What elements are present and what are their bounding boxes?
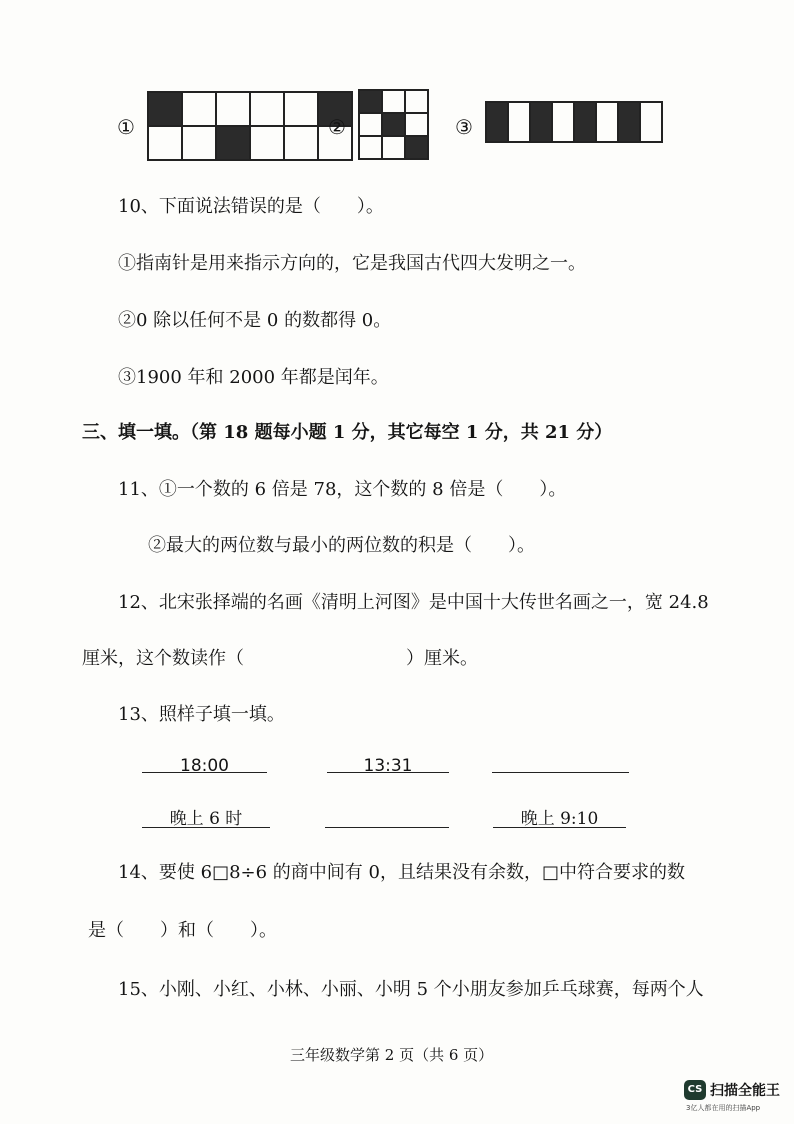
shaded-cell (405, 136, 428, 159)
grid-figure-1 (147, 91, 353, 161)
scanner-brand: 扫描全能王 (710, 1083, 780, 1099)
shaded-cell (574, 102, 596, 142)
section-3-heading: 三、填一填。（第 18 题每小题 1 分，其它每空 1 分，共 21 分） (82, 422, 613, 443)
empty-cell (552, 102, 574, 142)
question-10-option-2: ②0 除以任何不是 0 的数都得 0。 (118, 310, 392, 331)
shaded-cell (359, 90, 382, 113)
shaded-cell (618, 102, 640, 142)
empty-cell (359, 136, 382, 159)
time-example-1: 18:00 (180, 756, 229, 776)
empty-cell (250, 126, 284, 160)
empty-cell (405, 90, 428, 113)
question-11-part-1: 11、①一个数的 6 倍是 78，这个数的 8 倍是（ ）。 (118, 479, 567, 500)
question-12-line-1: 12、北宋张择端的名画《清明上河图》是中国十大传世名画之一，宽 24.8 (118, 592, 709, 613)
scanner-logo-icon: CS (684, 1080, 706, 1100)
shaded-cell (530, 102, 552, 142)
question-12-line-2: 厘米，这个数读作（ ）厘米。 (82, 648, 478, 669)
empty-cell (182, 126, 216, 160)
empty-cell (284, 126, 318, 160)
question-15-line-1: 15、小刚、小红、小林、小丽、小明 5 个小朋友参加乒乓球赛，每两个人 (118, 979, 704, 1000)
answer-line (142, 827, 270, 828)
shaded-cell (486, 102, 508, 142)
answer-line (327, 772, 449, 773)
empty-cell (405, 113, 428, 136)
answer-line (492, 772, 629, 773)
question-10-option-1: ①指南针是用来指示方向的，它是我国古代四大发明之一。 (118, 253, 586, 274)
figure-label-1: ① (117, 115, 135, 139)
answer-line (493, 827, 626, 828)
empty-cell (508, 102, 530, 142)
grid-figure-3 (485, 101, 663, 143)
question-10-option-3: ③1900 年和 2000 年都是闰年。 (118, 367, 389, 388)
empty-cell (284, 92, 318, 126)
question-10-title: 10、下面说法错误的是（ ）。 (118, 196, 384, 217)
empty-cell (182, 92, 216, 126)
figure-label-2: ② (328, 115, 346, 139)
question-14-line-2: 是（ ）和（ ）。 (88, 920, 277, 941)
page-footer: 三年级数学第 2 页（共 6 页） (290, 1046, 494, 1064)
empty-cell (216, 92, 250, 126)
shaded-cell (148, 92, 182, 126)
question-11-part-2: ②最大的两位数与最小的两位数的积是（ ）。 (148, 535, 535, 556)
scanner-tagline: 3亿人都在用的扫描App (686, 1104, 761, 1112)
time-example-6: 晚上 9:10 (520, 809, 599, 829)
empty-cell (640, 102, 662, 142)
empty-cell (596, 102, 618, 142)
shaded-cell (216, 126, 250, 160)
grid-figure-2 (358, 89, 429, 160)
empty-cell (382, 90, 405, 113)
time-example-4: 晚上 6 时 (169, 809, 243, 829)
empty-cell (359, 113, 382, 136)
answer-line (142, 772, 267, 773)
empty-cell (250, 92, 284, 126)
figure-label-3: ③ (455, 115, 473, 139)
question-13-title: 13、照样子填一填。 (118, 704, 285, 725)
empty-cell (148, 126, 182, 160)
empty-cell (382, 136, 405, 159)
answer-line (325, 827, 449, 828)
question-14-line-1: 14、要使 6□8÷6 的商中间有 0，且结果没有余数，□中符合要求的数 (118, 862, 685, 883)
shaded-cell (382, 113, 405, 136)
time-example-2: 13:31 (363, 756, 413, 776)
